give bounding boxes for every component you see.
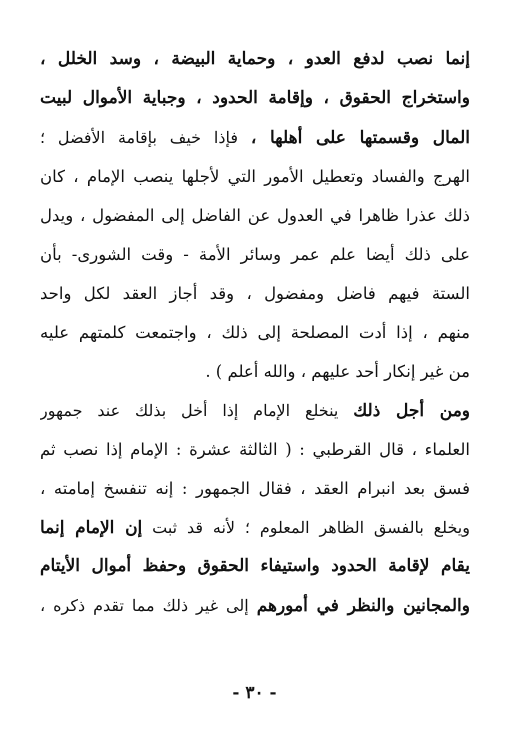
text-segment: فإذا خيف بإقامة الأفضل ؛ (40, 128, 251, 147)
bold-text-segment: واستخراج الحقوق ، وإقامة الحدود ، وجباية الأموال لبيت (40, 88, 470, 108)
text-line (40, 469, 470, 508)
bold-text-segment: والمجانين والنظر في أمورهم (256, 596, 470, 616)
text-segment: فسق بعد انبرام العقد ، فقال الجمهور : إنه تنفسخ إمامته ، (40, 479, 470, 498)
text-segment: من غير إنكار أحد عليهم ، والله أعلم ) . (205, 362, 470, 381)
text-line (40, 391, 470, 430)
bold-text-segment: إن الإمام إنما (40, 518, 143, 538)
text-line (40, 40, 470, 79)
text-line (40, 508, 470, 547)
bold-text-segment: يقام لإقامة الحدود واستيفاء الحقوق وحفظ أموال الأيتام (40, 556, 470, 576)
text-segment: منهم ، إذا أدت المصلحة إلى ذلك ، واجتمعت كلمتهم عليه (40, 323, 470, 342)
text-line (40, 118, 470, 157)
text-segment: الهرج والفساد وتعطيل الأمور التي لأجلها ينصب الإمام ، كان (40, 167, 470, 186)
text-line (40, 430, 470, 469)
text-segment: الستة فيهم فاضل ومفضول ، وقد أجاز العقد لكل واحد (40, 284, 470, 303)
text-segment: ذلك عذرا ظاهرا في العدول عن الفاضل إلى المفضول ، ويدل (40, 206, 470, 225)
text-line (40, 352, 470, 391)
bold-text-segment: إنما نصب لدفع العدو ، وحماية البيضة ، وسد الخلل ، (40, 49, 470, 69)
text-line (40, 235, 470, 274)
body-text (40, 40, 470, 625)
text-segment: إلى غير ذلك مما تقدم ذكره ، (40, 596, 257, 615)
text-segment: العلماء ، قال القرطبي : ( الثالثة عشرة : الإمام إذا نصب ثم (40, 440, 470, 459)
text-segment: على ذلك أيضا علم عمر وسائر الأمة - وقت الشورى- بأن (40, 245, 470, 264)
page-number: - ٣٠ - (232, 683, 277, 703)
text-line (40, 274, 470, 313)
text-line (40, 547, 470, 586)
text-line (40, 79, 470, 118)
text-line (40, 313, 470, 352)
text-line (40, 157, 470, 196)
text-line (40, 586, 470, 625)
bold-text-segment: ومن أجل ذلك (353, 401, 470, 421)
text-line (40, 196, 470, 235)
text-segment: ويخلع بالفسق الظاهر المعلوم ؛ لأنه قد ثبت (142, 518, 470, 537)
bold-text-segment: المال وقسمتها على أهلها ، (250, 128, 470, 148)
text-segment: ينخلع الإمام إذا أخل بذلك عند جمهور (40, 401, 354, 420)
